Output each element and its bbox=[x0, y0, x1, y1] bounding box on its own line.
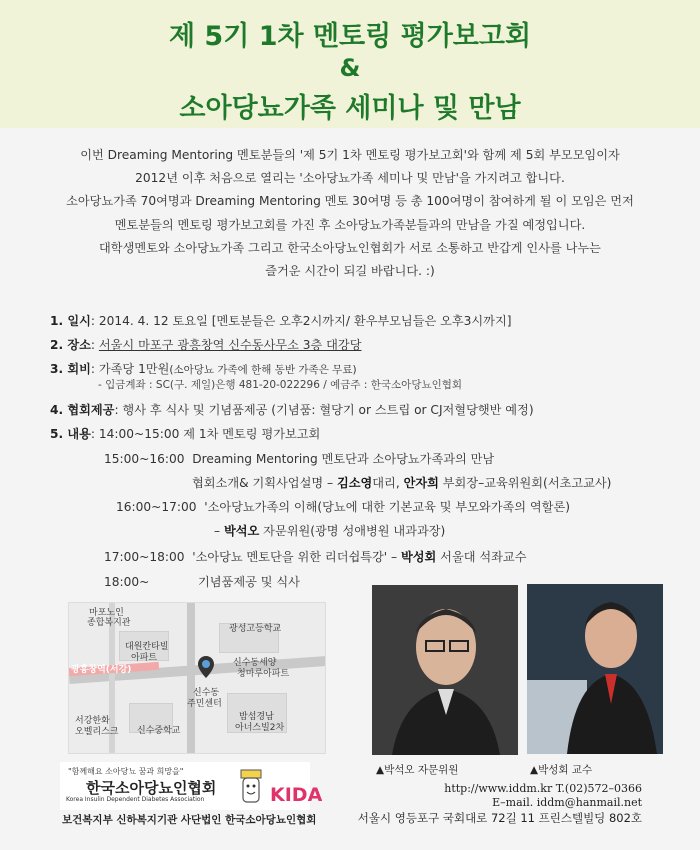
location-map[interactable] bbox=[68, 602, 326, 754]
map-label: 대원칸타빌 bbox=[125, 642, 169, 652]
info-fee bbox=[50, 360, 357, 377]
map-label: 종합복지관 bbox=[87, 618, 131, 628]
header-banner bbox=[0, 0, 700, 128]
schedule-title: Dreaming Mentoring 멘토단과 소아당뇨가족과의 만남 bbox=[192, 452, 495, 466]
intro-line: 소아당뇨가족 70여명과 Dreaming Mentoring 멘토 30여명 등 총 100여명이 참여하게 될 이 모임은 먼저 bbox=[66, 194, 634, 209]
map-label: 신수동세양 bbox=[233, 658, 277, 668]
speaker-name: 김소영 bbox=[336, 476, 373, 490]
schedule-detail bbox=[192, 474, 611, 491]
schedule-detail-text: 서울대 석좌교수 bbox=[436, 550, 527, 564]
map-label: 아너스빌2차 bbox=[235, 723, 285, 733]
fee-label: 3. 회비 bbox=[50, 362, 91, 376]
intro-line: 대학생멘토와 소아당뇨가족 그리고 한국소아당뇨인협회가 서로 소통하고 반갑게 인사를 나누는 bbox=[99, 240, 601, 255]
logo-english-name: Korea Insulin Dependent Diabetes Association bbox=[66, 796, 205, 803]
intro-line: 2012년 이후 처음으로 열리는 '소아당뇨가족 세미나 및 만남'을 가지려고 합니다. bbox=[135, 171, 565, 186]
schedule-time: 15:00~16:00 bbox=[104, 452, 185, 466]
info-date bbox=[50, 312, 511, 329]
schedule-title: '소아당뇨가족의 이해(당뇨에 대한 기본교육 및 부모와가족의 역할론) bbox=[204, 500, 570, 514]
map-label: 마포노인 bbox=[89, 608, 124, 618]
map-label: 아파트 bbox=[131, 653, 158, 663]
date-label: 1. 일시 bbox=[50, 314, 91, 328]
schedule-time: 16:00~17:00 bbox=[116, 500, 197, 514]
schedule-title: '소아당뇨 멘토단을 위한 리더쉽특강' – bbox=[192, 550, 401, 564]
place-value: 서울시 마포구 광흥창역 신수동사무소 3층 대강당 bbox=[98, 338, 362, 352]
info-sponsor bbox=[50, 401, 534, 418]
content-value: : 14:00~15:00 제 1차 멘토링 평가보고회 bbox=[90, 427, 321, 441]
contact-web-phone: http://www.iddm.kr T.(02)572–0366 bbox=[444, 782, 642, 795]
schedule-item bbox=[104, 450, 494, 467]
schedule-detail-text: – bbox=[214, 524, 224, 538]
page-subtitle: 소아당뇨가족 세미나 및 만남 bbox=[179, 93, 521, 124]
map-label: 오벨리스크 bbox=[75, 727, 119, 737]
intro-line: 멘토분들의 멘토링 평가보고회를 가진 후 소아당뇨가족분들과의 만남을 가질 예정입니다. bbox=[114, 217, 586, 232]
kida-brand: KIDA bbox=[270, 784, 323, 806]
map-pin-icon bbox=[197, 655, 215, 679]
page-title: 제 5기 1차 멘토링 평가보고회 bbox=[168, 21, 532, 52]
title-ampersand: & bbox=[339, 54, 361, 82]
person-portrait-icon bbox=[372, 585, 518, 755]
map-label: 신수중학교 bbox=[137, 726, 181, 736]
speaker-photo-1 bbox=[372, 585, 518, 755]
schedule-detail-text: 부회장–교육위원회(서초고교사) bbox=[438, 476, 612, 490]
speaker-name: 안자희 bbox=[403, 476, 439, 490]
photo-caption: ▲박성회 교수 bbox=[530, 764, 593, 776]
info-content bbox=[50, 425, 320, 442]
map-label: 주민센터 bbox=[187, 699, 222, 709]
schedule-title: 기념품제공 및 식사 bbox=[198, 575, 300, 589]
contact-address: 서울시 영등포구 국회대로 72길 11 프린스텔빌딩 802호 bbox=[357, 811, 642, 825]
sponsor-value: : 행사 후 식사 및 기념품제공 (기념품: 혈당기 or 스트립 or CJ저혈당햇반 예정) bbox=[114, 403, 534, 417]
mascot-icon bbox=[236, 768, 266, 806]
map-label: 신수동 bbox=[193, 688, 220, 698]
fee-account: - 입금계좌 : SC(구. 제일)은행 481-20-022296 / 예금주 : 한국소아당뇨인협회 bbox=[98, 379, 463, 391]
date-value: : 2014. 4. 12 토요일 [멘토분들은 오후2시까지/ 환우부모님들은 오후3시까지] bbox=[90, 314, 512, 328]
info-place: 2. 장소: 서울시 마포구 광흥창역 신수동사무소 3층 대강당 bbox=[50, 338, 362, 352]
person-portrait-icon bbox=[527, 584, 663, 754]
schedule-detail-text: 대리, bbox=[372, 476, 404, 490]
map-label: 광성고등학교 bbox=[229, 624, 282, 634]
intro-line: 이번 Dreaming Mentoring 멘토분들의 '제 5기 1차 멘토링 평가보고회'와 함께 제 5회 부모모임이자 bbox=[80, 148, 620, 162]
schedule-time: 18:00~ bbox=[104, 575, 150, 589]
sponsor-label: 4. 협회제공 bbox=[50, 403, 115, 417]
schedule-item bbox=[104, 573, 300, 590]
logo-slogan: "함께해요 소아당뇨 꿈과 희망을" bbox=[68, 767, 184, 776]
map-label: 밤섬경남 bbox=[239, 712, 274, 722]
intro-paragraph bbox=[20, 144, 680, 283]
map-road bbox=[187, 603, 195, 754]
fee-note: (소아당뇨 가족에 한해 동반 가족은 무료) bbox=[169, 364, 357, 376]
schedule-detail bbox=[214, 522, 445, 539]
intro-line: 즐거운 시간이 되길 바랍니다. :) bbox=[265, 264, 435, 279]
schedule-item bbox=[104, 548, 526, 565]
speaker-name: 박성회 bbox=[400, 550, 437, 564]
place-label: 2. 장소 bbox=[50, 338, 91, 352]
content-label: 5. 내용 bbox=[50, 427, 91, 441]
subway-station-label: 광흥창역(서강) bbox=[71, 665, 132, 675]
logo-name: 한국소아당뇨인협회 bbox=[86, 779, 217, 797]
schedule-item bbox=[116, 498, 570, 515]
map-label: 청마루아파트 bbox=[237, 669, 290, 679]
speaker-name: 박석오 bbox=[223, 524, 260, 538]
map-label: 서강한화 bbox=[75, 716, 110, 726]
speaker-photo-2 bbox=[527, 584, 663, 754]
organization-footer: 보건복지부 신하복지기관 사단법인 한국소아당뇨인협회 bbox=[62, 814, 317, 826]
schedule-detail-text: 협회소개& 기획사업설명 – bbox=[192, 476, 337, 490]
association-logo bbox=[60, 762, 323, 810]
contact-email: E–mail. iddm@hanmail.net bbox=[492, 796, 642, 809]
photo-caption: ▲박석오 자문위원 bbox=[376, 764, 459, 776]
fee-value: : 가족당 1만원 bbox=[90, 362, 170, 376]
schedule-time: 17:00~18:00 bbox=[104, 550, 185, 564]
schedule-detail-text: 자문위원(광명 성애병원 내과과장) bbox=[259, 524, 446, 538]
